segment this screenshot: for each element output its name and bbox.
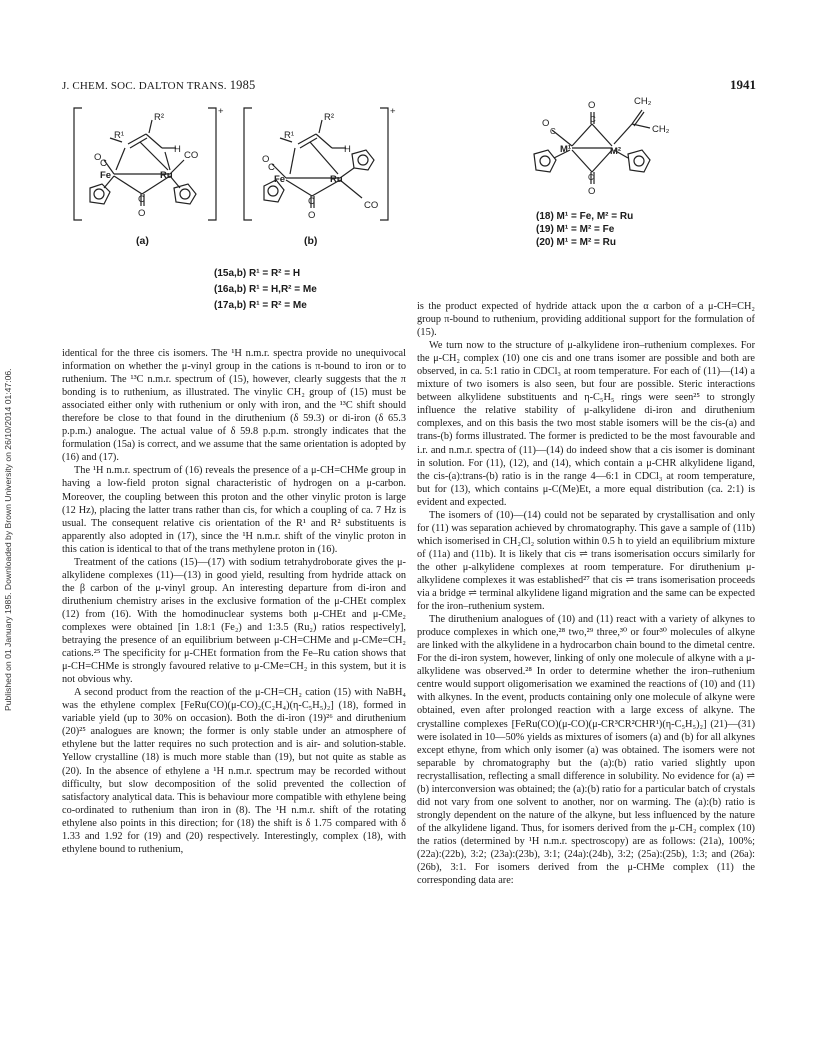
svg-text:O: O bbox=[138, 208, 146, 219]
cation-structures-figure bbox=[70, 100, 400, 252]
compound-19: (19) M¹ = M² = Fe bbox=[536, 223, 615, 235]
svg-text:O: O bbox=[542, 118, 550, 129]
svg-text:CO: CO bbox=[364, 200, 379, 211]
svg-text:Ru: Ru bbox=[330, 174, 343, 185]
fe-a: Fe bbox=[100, 170, 112, 181]
left-paragraph-2: The ¹H n.m.r. spectrum of (16) reveals the presence of a μ-CH=CHMe group in having a low-field proton signal characteristic of hydrogen on a μ-carbon. Moreover, the coupling between this proton and the other vinylic proton is large (12 Hz), placing the latter trans rather than cis, for which a coupling of ca. 7 Hz is usual. The consequent relative cis orientation of the R¹ and R² substituents is apparently also adopted in (17), since the ¹H n.m.r. shift of the vinylic proton in this cation is identical to that of the trans methylene proton in (16). bbox=[62, 465, 406, 555]
compound-list-15-17 bbox=[214, 266, 317, 314]
label-b: (b) bbox=[304, 235, 318, 247]
svg-text:M²: M² bbox=[610, 146, 622, 157]
journal-year: 1985 bbox=[229, 78, 256, 92]
svg-text:M¹: M¹ bbox=[560, 144, 572, 155]
compound-20: (20) M¹ = M² = Ru bbox=[536, 236, 617, 248]
right-column bbox=[417, 300, 755, 887]
r2-a: R² bbox=[154, 112, 165, 123]
charge-b: + bbox=[390, 106, 396, 117]
svg-text:C: C bbox=[590, 115, 596, 124]
left-paragraph-1: identical for the three cis isomers. The ¹H n.m.r. spectra provide no unequivocal information on whether the μ-vinyl group in the cations is π-bound to iron or to ruthenium. The ¹³C n.m.r. spectrum of (15), however, clearly suggests that the π bonding is to ruthenium, as illustrated. The vinylic CH₂ group of (15) must be associated either only with ruthenium or only with iron, and the ¹³C shift should therefore be close to that found in the diruthenium (δ 59.3) or di-iron (δ 65.3 p.p.m.) analogue. The actual value of δ 59.8 p.p.m. strongly indicates that the formulation (15a) is correct, and we assume that the same orientation is adopted by (16) and (17). bbox=[62, 348, 406, 464]
charge-a: + bbox=[218, 106, 224, 117]
svg-text:Fe: Fe bbox=[274, 174, 286, 185]
structure-a-labels bbox=[94, 106, 224, 219]
svg-text:C: C bbox=[308, 196, 315, 207]
compound-list-18-20 bbox=[536, 211, 633, 249]
compound-18: (18) M¹ = Fe, M² = Ru bbox=[536, 211, 634, 222]
svg-text:O: O bbox=[588, 186, 596, 197]
svg-text:C: C bbox=[100, 158, 107, 169]
svg-text:C: C bbox=[588, 173, 594, 182]
svg-text:C: C bbox=[268, 162, 275, 173]
svg-text:C: C bbox=[550, 127, 556, 136]
provenance-note: Published on 01 January 1985. Downloaded by Brown University on 26/10/2014 01:47:06. bbox=[3, 368, 13, 712]
compound-16: (16a,b) R¹ = H,R² = Me bbox=[214, 284, 317, 295]
svg-text:O: O bbox=[588, 100, 596, 111]
svg-text:CH₂: CH₂ bbox=[652, 124, 670, 135]
page-number: 1941 bbox=[730, 77, 756, 92]
right-paragraph-2: We turn now to the structure of μ-alkylidene iron–ruthenium complexes. For the μ-CH₂ complex (10) one cis and one trans isomer are possible and both are observed, in ca. 5:1 ratio in CDCl₃ at room temperature. For each of (11)—(14) a mixture of two isomers is also seen, but four are possible. Steric interactions between alkylidene substituents and η-C₅H₅ rings were seen²⁵ to strongly influence the relative stability of μ-alkylidene di-iron and diruthenium complexes, and on this basis the two most stable isomers will be the cis-(a) and trans-(b) forms illustrated. The former is predicted to be the most favourable and i.r. and n.m.r. spectra of (11)—(14) do indeed show that a cis isomer is dominant in solution. For (11), (12), and (14), which contain a μ-CHR alkylidene ligand, the cis-(a):trans-(b) ratio is in the range 4—6:1 in CDCl₃ at room temperature, but for (13), which contains μ-C(Me)Et, a more equal distribution (ca. 2:1) is evident and expected. bbox=[417, 340, 755, 508]
label-a: (a) bbox=[136, 235, 149, 247]
svg-text:H: H bbox=[344, 144, 351, 155]
right-paragraph-1: is the product expected of hydride attack upon the α carbon of a μ-CH=CH₂ group π-bound to ruthenium, providing additional support for the formulation of (15). bbox=[417, 301, 755, 339]
right-paragraph-4: The diruthenium analogues of (10) and (11) react with a variety of alkynes to produce complexes in which one,²⁸ two,²⁹ three,³⁰ or four³⁰ molecules of alkyne are linked with the alkylidene in a hydrocarbon chain bound to the dimetal centre. For the di-iron system, however, linking of only one molecule of alkyne with a μ-alkylidene was observed.²⁸ In order to determine whether the iron–ruthenium centre would support oligomerisation we examined the reactions of (10) and (11) with alkynes. In the event, products containing only one molecule of alkyne were obtained, even after prolonged reaction with a large excess of alkyne. The crystalline complexes [FeRu(CO)(μ-CO)(μ-CR³CR²CHR¹)(η-C₅H₅)₂] (21)—(31) were isolated in 10—50% yields as mixtures of isomers (a) and (b) for all alkynes except ethyne, from which only isomer (a) was obtained. The isomers were not separable by chromatography but the (a):(b) ratio varied slightly upon recrystallisation, reflecting a small difference in solubility. No evidence for (a) ⇌ (b) interconversion was obtained; the (a):(b) ratio for a particular batch of crystals did not vary from one solvent to another, nor on warming. The (a):(b) ratio is strongly dependent on the nature of the alkyne, but less influenced by the nature of the alkylidene ligand. Thus, for isomers derived from the μ-CH₂ complex (10) the ratios (determined by ¹H n.m.r. spectroscopy) are as follows: (21a), 100%; (22a):(22b), 3:2; (23a):(23b), 3:1; (24a):(24b), 3:2; (25a):(25b), 1:3; and (26a):(26b), 3:1. For isomers derived from the μ-CHMe complex (11) the corresponding data are: bbox=[417, 614, 755, 887]
svg-text:R¹: R¹ bbox=[284, 130, 295, 141]
compound-15: (15a,b) R¹ = R² = H bbox=[214, 268, 301, 279]
structure-a bbox=[74, 108, 216, 220]
r1-a: R¹ bbox=[114, 130, 125, 141]
svg-text:C: C bbox=[138, 194, 145, 205]
svg-text:O: O bbox=[262, 154, 270, 165]
running-header bbox=[62, 78, 256, 93]
right-paragraph-3: The isomers of (10)—(14) could not be separated by crystallisation and only for (11) was separation achieved by chromatography. This gave a sample of (11b) which isomerised in CH₂Cl₂ solution within 0.5 h to yield an equilibrium mixture of (11a) and (11b). It is likely that cis ⇌ trans isomerisation occurs similarly for the other μ-alkylidene complexes at room temperature. For diruthenium μ-alkylidene complexes it was established²⁷ that cis ⇌ trans isomerisation proceeds via a bridge ⇌ terminal alkylidene ligand migration and the same can be expected for the iron–ruthenium system. bbox=[417, 509, 755, 613]
ethylene-complex-figure bbox=[516, 88, 706, 208]
left-column bbox=[62, 347, 406, 856]
oc-a: O bbox=[94, 152, 102, 163]
svg-text:CH₂: CH₂ bbox=[634, 96, 652, 107]
svg-text:CO: CO bbox=[184, 150, 199, 161]
h-a: H bbox=[174, 144, 181, 155]
svg-text:O: O bbox=[308, 210, 316, 221]
left-paragraph-3: Treatment of the cations (15)—(17) with sodium tetrahydroborate gives the μ-alkylidene complexes (11)—(13) in good yield, resulting from hydride attack on the β carbon of the μ-vinyl group. An interesting departure from di-iron and diruthenium chemistry arises in the exclusive formation of the μ-CHEt complex (12) from (16). With the homodinuclear systems both μ-CHEt and μ-CMe₂ complexes were obtained [in 1.8:1 (Fe₂) and 1:3.5 (Ru₂) ratios respectively], betraying the presence of an equilibrium between μ-CH=CHMe and μ-CMe=CH₂ cations.²⁵ The specificity for μ-CHEt formation from the Fe–Ru cation shows that μ-CH=CHMe is strongly favoured relative to μ-CMe=CH₂ in this system, but it is not obvious why. bbox=[62, 556, 406, 686]
left-paragraph-4: A second product from the reaction of the μ-CH=CH₂ cation (15) with NaBH₄ was the ethylene complex [FeRu(CO)(μ-CO)₂(C₂H₄)(η-C₅H₅)₂] (18), formed in variable yield (up to 30% on occasion). Both the di-iron (19)²⁶ and diruthenium (20)²⁵ analogues are known; the former is only stable under an atmosphere of ethylene but the latter requires no such protection and is air- and solution-stable. Yellow crystalline (18) is much more stable than (19), but not quite as stable as (20). In the absence of ethylene a ¹H n.m.r. spectrum may be recorded without difficulty, but slow decomposition of the solid prevented the collection of satisfactory analytical data. This is behaviour more compatible with ethylene being co-ordinated to ruthenium than iron in (8). The ¹H n.m.r. shift of the rotating ethylene also points in this direction; for (18) the shift is δ 1.75 compared with δ 1.33 and 1.92 for (19) and (20) respectively. Interestingly, complex (18), with ethylene bound to ruthenium, bbox=[62, 687, 406, 855]
journal-name: J. CHEM. SOC. DALTON TRANS. bbox=[62, 80, 227, 92]
svg-text:R²: R² bbox=[324, 112, 335, 123]
compound-17: (17a,b) R¹ = R² = Me bbox=[214, 300, 307, 311]
ru-a: Ru bbox=[160, 170, 173, 181]
